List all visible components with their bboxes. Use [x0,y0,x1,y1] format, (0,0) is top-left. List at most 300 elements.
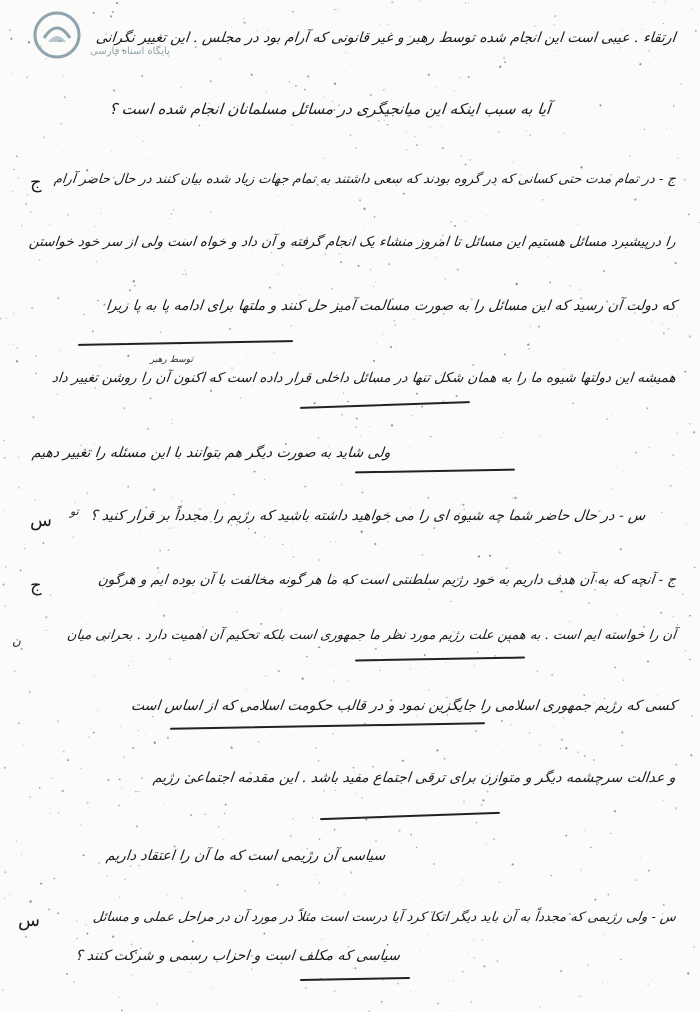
scan-speckle [470,159,472,161]
scan-speckle [610,833,611,834]
scan-speckle [424,654,426,656]
scan-speckle [590,846,592,848]
scan-speckle [71,350,72,351]
scan-speckle [299,294,300,295]
scan-speckle [169,218,170,219]
scan-speckle [244,890,246,892]
paragraph-mark: ج [30,575,42,596]
scan-speckle [54,909,55,910]
scan-speckle [382,334,383,335]
scan-speckle [163,803,164,804]
scan-speckle [18,177,20,179]
scan-speckle [24,548,25,549]
scan-speckle [280,609,281,610]
scan-speckle [463,800,465,802]
scan-speckle [86,933,88,935]
scan-speckle [445,278,446,279]
scan-speckle [497,682,498,683]
scan-speckle [629,156,631,158]
scan-speckle [180,86,181,87]
scan-speckle [600,293,601,294]
scan-speckle [620,47,622,49]
scan-speckle [373,360,375,362]
scan-speckle [485,843,487,845]
scan-speckle [44,359,45,360]
scan-speckle [39,259,41,261]
scan-speckle [124,879,125,880]
scan-speckle [561,739,563,741]
scan-speckle [648,870,650,872]
scan-speckle [375,984,376,985]
scan-speckle [402,760,404,762]
scan-speckle [245,690,246,691]
scan-speckle [370,269,371,270]
scan-speckle [539,744,541,746]
scan-speckle [3,584,5,586]
scan-speckle [419,951,420,952]
scan-speckle [43,136,45,138]
scan-speckle [277,884,279,886]
scan-speckle [57,912,59,914]
scan-speckle [565,747,567,749]
scan-speckle [144,717,145,718]
scan-speckle [478,555,480,557]
scan-speckle [210,80,212,82]
scan-speckle [499,882,500,883]
scan-speckle [428,689,430,691]
scan-speckle [430,436,431,437]
scan-speckle [206,1010,207,1011]
scan-speckle [586,254,587,255]
scan-speckle [388,24,389,25]
scan-speckle [76,938,78,940]
scan-speckle [314,874,315,875]
scan-speckle [4,457,6,459]
scan-speckle [169,527,171,529]
scan-speckle [387,124,389,126]
scan-speckle [474,957,475,958]
scan-speckle [278,670,280,672]
scan-speckle [334,9,335,10]
scan-speckle [51,777,53,779]
scan-speckle [80,222,81,223]
scan-speckle [213,316,214,317]
scan-speckle [387,137,388,138]
scan-speckle [579,289,580,290]
scan-speckle [647,660,649,662]
scan-speckle [337,9,338,10]
scan-speckle [343,894,345,896]
text-line: ولی شاید به صورت دیگر هم بتوانند با این مسئله را تغییر دهیم [30,445,391,461]
scan-speckle [504,353,506,355]
scan-speckle [154,742,156,744]
scan-speckle [340,261,342,263]
scan-speckle [72,536,74,538]
text-line: آن را خواسته ایم است . به همین علت رژیم مورد نظر ما جمهوری است بلکه تحکیم آن اهمیت دارد . بحرانی میان [66,628,677,643]
scan-speckle [210,211,211,212]
scan-speckle [168,549,170,551]
scan-speckle [132,656,133,657]
scan-speckle [381,1001,383,1003]
scan-speckle [671,856,672,857]
scan-speckle [496,960,498,962]
scan-speckle [359,199,361,201]
scan-speckle [534,392,535,393]
scan-speckle [499,441,500,442]
scan-speckle [415,136,416,137]
scan-speckle [607,418,608,419]
scan-speckle [378,120,380,122]
scan-speckle [97,300,99,302]
scan-speckle [420,1,421,2]
scan-speckle [73,981,75,983]
text-line: را درپیشبرد مسائل هستیم این مسائل تا امروز منشاء یک انجام گرفته و آن داد و خواه است ولی از سر خود خواستن [28,234,677,250]
scan-speckle [116,439,117,440]
scan-speckle [171,497,173,499]
scan-speckle [100,212,101,213]
scan-speckle [318,559,320,561]
text-line: و عدالت سرچشمه دیگر و متوازن برای ترقی اجتماع مفید باشد . این مقدمه اجتماعی رژیم [152,770,677,786]
scan-speckle [450,950,451,951]
scan-speckle [416,144,418,146]
scan-speckle [468,2,469,3]
scan-speckle [18,722,20,724]
scan-speckle [410,991,411,992]
scan-speckle [489,555,491,557]
scan-speckle [195,46,197,48]
scan-speckle [300,931,301,932]
scan-speckle [394,320,396,322]
scan-speckle [216,477,217,478]
scan-speckle [343,567,344,568]
scan-speckle [246,354,247,355]
scan-speckle [689,335,691,337]
scan-speckle [433,144,434,145]
scan-speckle [119,997,120,998]
scan-speckle [140,533,141,534]
scan-speckle [350,871,352,873]
scan-speckle [361,531,363,533]
scan-speckle [416,716,418,718]
scan-speckle [149,158,150,159]
scan-speckle [580,166,582,168]
scan-speckle [677,904,678,905]
scan-speckle [502,751,503,752]
text-line: که دولت آن رسید که این مسائل را به صورت مسالمت آمیز حل کنند و ملتها برای ادامه پا به پا زیرا [105,298,677,314]
scan-speckle [121,788,122,789]
scan-speckle [465,163,467,165]
margin-note: توسط رهبر [150,355,193,365]
scan-speckle [260,623,262,625]
scan-speckle [67,214,69,216]
scan-speckle [3,510,4,511]
scan-speckle [282,191,283,192]
scan-speckle [678,865,679,866]
scan-speckle [46,630,47,631]
scan-speckle [675,807,677,809]
scan-speckle [278,273,280,275]
scan-speckle [334,83,336,85]
scan-speckle [225,804,227,806]
scan-speckle [653,2,654,3]
scan-speckle [483,965,485,967]
scan-speckle [561,417,562,418]
scan-speckle [607,894,609,896]
scan-speckle [264,479,265,480]
scan-speckle [121,1010,123,1012]
scan-speckle [488,826,489,827]
scan-speckle [514,497,516,499]
scan-speckle [475,730,477,732]
scan-speckle [384,120,385,121]
scan-speckle [640,858,641,859]
scan-speckle [92,330,94,332]
scan-speckle [526,130,527,131]
scan-speckle [4,898,6,900]
scan-speckle [512,497,513,498]
scan-speckle [551,674,553,676]
scan-speckle [363,208,365,210]
scan-speckle [506,567,508,569]
scan-speckle [85,924,86,925]
scan-speckle [424,668,425,669]
scan-speckle [103,169,104,170]
scan-speckle [652,320,653,321]
scan-speckle [577,996,578,997]
scan-speckle [185,273,187,275]
scan-speckle [302,677,304,679]
scan-speckle [329,541,331,543]
scan-speckle [283,225,284,226]
text-line: ج - در تمام مدت حتی کسانی که در گروه بودند که سعی داشتند به تمام جهات زیاد شده بیان کنند در حال حاضر آرام [53,172,677,187]
scan-speckle [26,570,27,571]
scan-speckle [685,650,686,651]
scan-speckle [56,394,57,395]
scan-speckle [48,908,50,910]
scan-speckle [333,990,335,992]
scan-speckle [553,50,554,51]
scan-speckle [490,673,491,674]
scan-speckle [395,324,396,325]
scan-speckle [171,418,173,420]
scan-speckle [301,68,302,69]
scan-speckle [599,104,601,106]
scan-speckle [223,926,224,927]
scan-speckle [639,63,641,65]
scan-speckle [76,920,77,921]
scan-speckle [468,487,469,488]
scan-speckle [462,504,464,506]
scan-speckle [529,134,531,136]
scan-speckle [539,435,540,436]
scan-speckle [98,862,100,864]
scan-speckle [177,479,178,480]
scan-speckle [359,435,361,437]
scan-speckle [205,125,206,126]
scan-speckle [270,69,271,70]
scan-speckle [694,567,695,568]
scan-speckle [104,889,105,890]
scan-speckle [107,875,108,876]
scan-speckle [562,717,564,719]
scan-speckle [661,512,662,513]
scan-speckle [428,74,430,76]
scan-speckle [324,253,326,255]
scan-speckle [295,85,297,87]
scan-speckle [29,900,31,902]
scan-speckle [287,391,288,392]
scan-speckle [588,602,589,603]
scan-speckle [50,594,51,595]
scan-speckle [86,802,88,804]
scan-speckle [648,63,649,64]
scan-speckle [353,767,355,769]
scan-speckle [186,968,187,969]
scan-speckle [433,863,435,865]
scan-speckle [218,826,219,827]
scan-speckle [436,749,438,751]
scan-speckle [16,155,18,157]
scan-speckle [223,839,224,840]
scan-speckle [362,491,364,493]
scan-speckle [527,343,529,345]
scan-speckle [672,454,674,456]
scan-speckle [622,470,623,471]
scan-speckle [169,349,170,350]
scan-speckle [373,286,374,287]
scan-speckle [421,554,423,556]
scan-speckle [157,567,159,569]
scan-speckle [677,624,678,625]
scan-speckle [127,486,129,488]
scan-speckle [611,488,613,490]
scan-speckle [501,720,503,722]
scan-speckle [451,221,453,223]
scan-speckle [32,416,34,418]
scan-speckle [35,997,36,998]
scan-speckle [30,211,32,213]
scan-speckle [375,840,377,842]
scan-speckle [173,209,174,210]
scan-speckle [663,904,665,906]
scan-speckle [0,318,1,320]
scan-speckle [247,563,248,564]
scan-speckle [289,81,291,83]
scan-speckle [559,551,561,553]
scan-speckle [42,542,44,544]
scan-speckle [141,777,143,779]
scan-speckle [230,746,232,748]
scan-speckle [116,2,118,4]
scan-speckle [254,532,256,534]
scan-speckle [369,426,370,427]
text-line: ارتقاء . عیبی است این انجام شده توسط رهبر و غیر قانونی که آرام بود در مجلس . این تغییر نگرانی [95,30,677,46]
scan-speckle [172,527,173,528]
scan-speckle [333,681,335,683]
scan-speckle [454,225,456,227]
scan-speckle [290,835,292,837]
scan-speckle [130,865,132,867]
scan-speckle [689,423,691,425]
scan-speckle [621,745,622,746]
scan-speckle [21,225,23,227]
scan-speckle [185,270,186,271]
scan-speckle [80,284,81,285]
scan-speckle [120,726,121,727]
scan-speckle [271,252,272,253]
scan-speckle [343,392,344,393]
scan-speckle [675,262,677,264]
scan-speckle [45,616,47,618]
scan-speckle [13,169,14,170]
scan-speckle [230,524,232,526]
scan-speckle [335,541,336,542]
scan-speckle [291,735,292,736]
scan-speckle [49,163,50,164]
scan-speckle [130,660,131,661]
scan-speckle [428,589,429,590]
scan-speckle [224,503,225,504]
scan-speckle [673,616,674,617]
scan-speckle [277,195,278,196]
scan-speckle [403,193,405,195]
scan-speckle [190,814,192,816]
scan-speckle [501,437,502,438]
scan-speckle [83,314,84,315]
scan-speckle [94,226,95,227]
scan-speckle [695,30,697,32]
scan-speckle [315,747,316,748]
scan-speckle [456,395,458,397]
scan-speckle [296,351,297,352]
scan-speckle [604,934,605,935]
scan-speckle [181,501,183,503]
scan-speckle [459,77,461,79]
scan-speckle [416,847,417,848]
scan-speckle [11,261,12,262]
scan-speckle [292,11,294,13]
scan-speckle [123,757,124,758]
scan-speckle [40,883,42,885]
scan-speckle [405,791,406,792]
scan-speckle [572,403,574,405]
scan-speckle [265,820,266,821]
scan-speckle [212,988,213,989]
scan-speckle [689,628,690,629]
scan-speckle [291,548,292,549]
scan-speckle [310,556,311,557]
scan-speckle [23,744,24,745]
scan-speckle [621,348,622,349]
scan-speckle [445,662,446,663]
scan-speckle [544,265,545,266]
scan-speckle [442,147,444,149]
scan-speckle [7,798,8,799]
scan-speckle [321,939,323,941]
scan-speckle [348,680,349,681]
scan-speckle [138,865,140,867]
scan-speckle [537,671,539,673]
scan-speckle [13,313,15,315]
paragraph-mark: ج [30,172,42,193]
scan-speckle [614,666,616,668]
scan-speckle [293,556,295,558]
scan-speckle [29,691,31,693]
scan-speckle [25,203,27,205]
scan-speckle [682,179,683,180]
scan-speckle [388,263,390,265]
scan-speckle [62,74,64,76]
